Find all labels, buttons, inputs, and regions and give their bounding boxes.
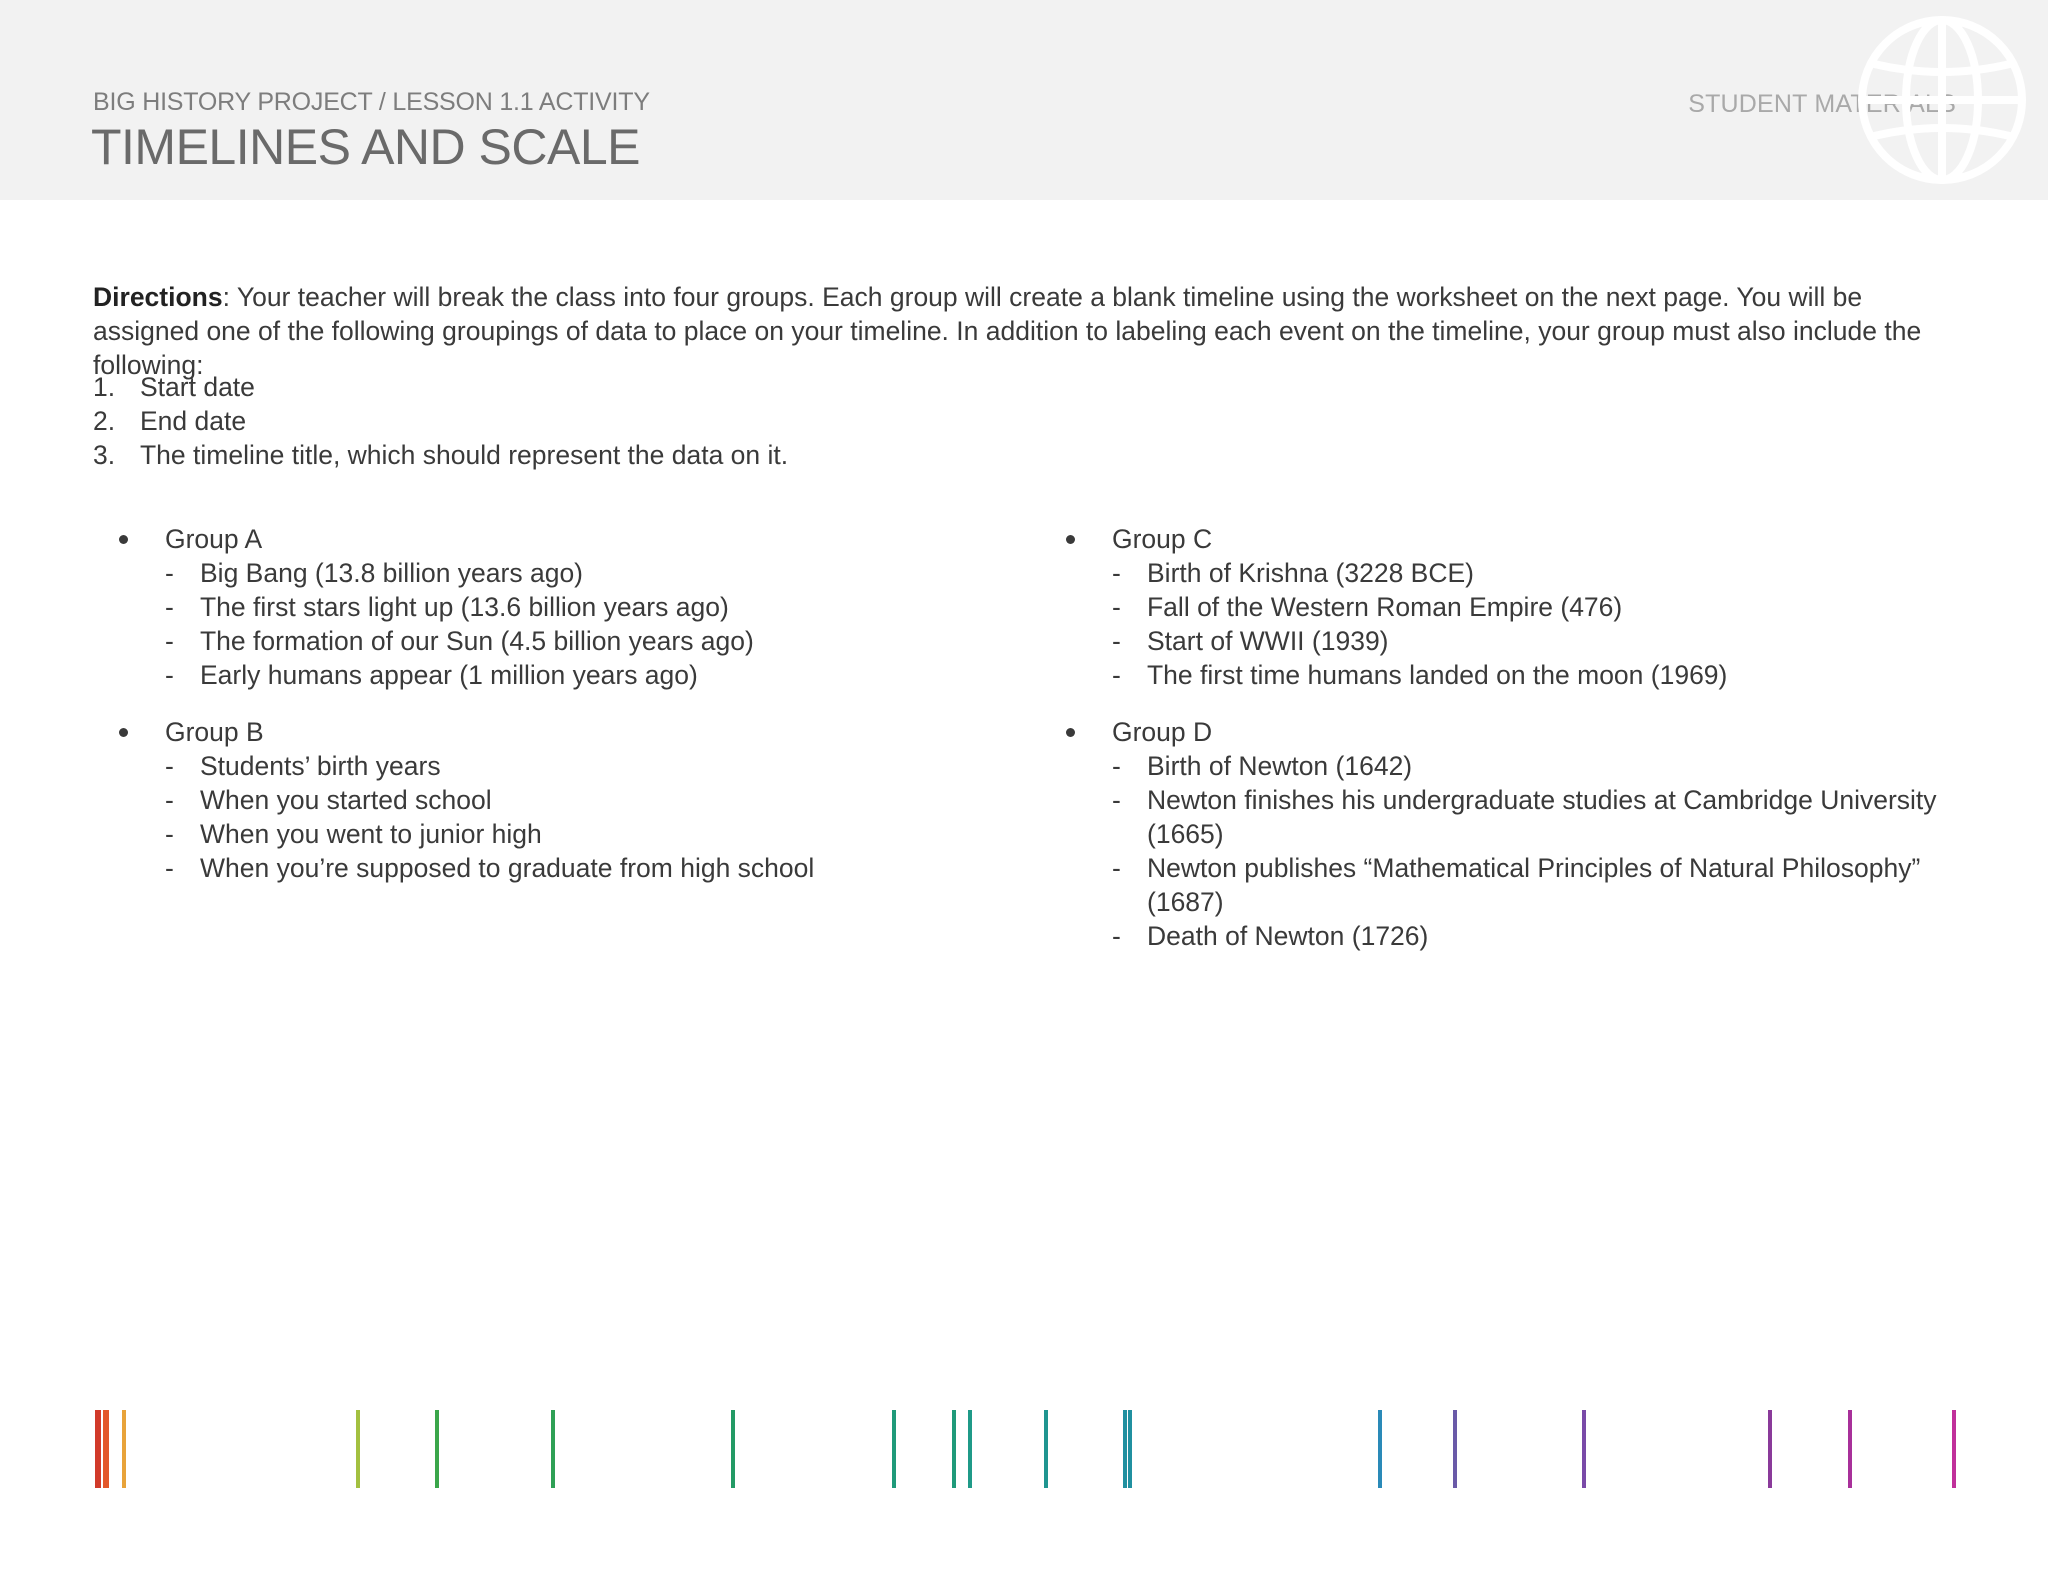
directions-label: Directions xyxy=(93,282,223,312)
dash-marker: - xyxy=(1112,626,1121,656)
directions-text: : Your teacher will break the class into four groups. Each group will create a blank timeline using the worksheet on the next page. You will be assigned one of the following groupings of data to place on your timeline. In addition to labeling each event on the timeline, your group must also include the following: xyxy=(93,282,1922,380)
requirement-item xyxy=(93,404,788,438)
timeline-bar xyxy=(731,1410,735,1488)
dash-marker: - xyxy=(165,819,174,849)
dash-marker: - xyxy=(165,660,174,690)
list-item: - Newton publishes “Mathematical Principles of Natural Philosophy” (1687) xyxy=(1112,853,1921,917)
group-items xyxy=(1040,749,1970,953)
timeline-bar xyxy=(1128,1410,1132,1488)
group-items xyxy=(93,749,993,885)
timeline-bar xyxy=(892,1410,896,1488)
decorative-timeline-bars xyxy=(0,1410,2048,1490)
group-heading: Group C xyxy=(1040,522,1970,556)
requirements-list xyxy=(93,370,788,472)
list-item: - The first stars light up (13.6 billion years ago) xyxy=(165,592,729,622)
dash-marker: - xyxy=(165,785,174,815)
timeline-bar xyxy=(968,1410,972,1488)
timeline-bar xyxy=(1123,1410,1127,1488)
timeline-bar xyxy=(1378,1410,1382,1488)
dash-marker: - xyxy=(165,751,174,781)
list-item: - When you’re supposed to graduate from high school xyxy=(165,853,815,883)
dash-marker: - xyxy=(1112,751,1121,781)
page-header xyxy=(0,0,2048,200)
list-item: - Death of Newton (1726) xyxy=(1112,921,1429,951)
groups-left-column xyxy=(93,522,993,908)
dash-marker: - xyxy=(1112,853,1121,883)
requirement-text: Start date xyxy=(140,372,255,402)
group-a xyxy=(93,522,993,692)
list-item: - The formation of our Sun (4.5 billion years ago) xyxy=(165,626,754,656)
requirement-item xyxy=(93,438,788,472)
group-items xyxy=(1040,556,1970,692)
requirement-number: 3. xyxy=(93,440,116,470)
groups-right-column xyxy=(1040,522,1970,976)
list-item: - Fall of the Western Roman Empire (476) xyxy=(1112,592,1623,622)
dash-marker: - xyxy=(165,626,174,656)
student-materials-label: STUDENT MATERIALS xyxy=(1688,90,1956,118)
timeline-bar xyxy=(1044,1410,1048,1488)
list-item: - Early humans appear (1 million years ago) xyxy=(165,660,698,690)
timeline-bar xyxy=(1768,1410,1772,1488)
globe-icon xyxy=(1856,14,2028,186)
page-title: TIMELINES AND SCALE xyxy=(91,119,640,175)
requirement-text: The timeline title, which should represent the data on it. xyxy=(140,440,789,470)
timeline-bar xyxy=(1453,1410,1457,1488)
dash-marker: - xyxy=(165,558,174,588)
group-c xyxy=(1040,522,1970,692)
list-item: - Birth of Krishna (3228 BCE) xyxy=(1112,558,1474,588)
list-item: - Start of WWII (1939) xyxy=(1112,626,1389,656)
dash-marker: - xyxy=(165,853,174,883)
timeline-bar xyxy=(1848,1410,1852,1488)
bullet-icon xyxy=(1066,728,1075,737)
dash-marker: - xyxy=(1112,785,1121,815)
lesson-kicker: BIG HISTORY PROJECT / LESSON 1.1 ACTIVITY xyxy=(93,88,650,116)
list-item: - When you went to junior high xyxy=(165,819,542,849)
group-heading: Group D xyxy=(1040,715,1970,749)
timeline-bar xyxy=(1582,1410,1586,1488)
timeline-bar xyxy=(435,1410,439,1488)
bullet-icon xyxy=(119,728,128,737)
bullet-icon xyxy=(119,535,128,544)
bullet-icon xyxy=(1066,535,1075,544)
timeline-bar xyxy=(122,1410,126,1488)
list-item: - When you started school xyxy=(165,785,492,815)
group-d xyxy=(1040,715,1970,953)
list-item: - The first time humans landed on the moon (1969) xyxy=(1112,660,1728,690)
timeline-bar xyxy=(356,1410,360,1488)
list-item: - Newton finishes his undergraduate studies at Cambridge University (1665) xyxy=(1112,785,1937,849)
timeline-bar xyxy=(952,1410,956,1488)
timeline-bar xyxy=(1952,1410,1956,1488)
requirement-text: End date xyxy=(140,406,247,436)
requirement-item xyxy=(93,370,788,404)
list-item: - Students’ birth years xyxy=(165,751,441,781)
group-heading: Group B xyxy=(93,715,993,749)
list-item: - Birth of Newton (1642) xyxy=(1112,751,1413,781)
group-b xyxy=(93,715,993,885)
list-item: - Big Bang (13.8 billion years ago) xyxy=(165,558,584,588)
dash-marker: - xyxy=(1112,592,1121,622)
dash-marker: - xyxy=(1112,558,1121,588)
timeline-bar xyxy=(551,1410,555,1488)
requirement-number: 1. xyxy=(93,372,116,402)
requirement-number: 2. xyxy=(93,406,116,436)
dash-marker: - xyxy=(1112,660,1121,690)
dash-marker: - xyxy=(1112,921,1121,951)
group-heading: Group A xyxy=(93,522,993,556)
timeline-bar xyxy=(95,1410,101,1488)
timeline-bar xyxy=(103,1410,109,1488)
directions-paragraph xyxy=(93,280,1973,382)
dash-marker: - xyxy=(165,592,174,622)
group-items xyxy=(93,556,993,692)
